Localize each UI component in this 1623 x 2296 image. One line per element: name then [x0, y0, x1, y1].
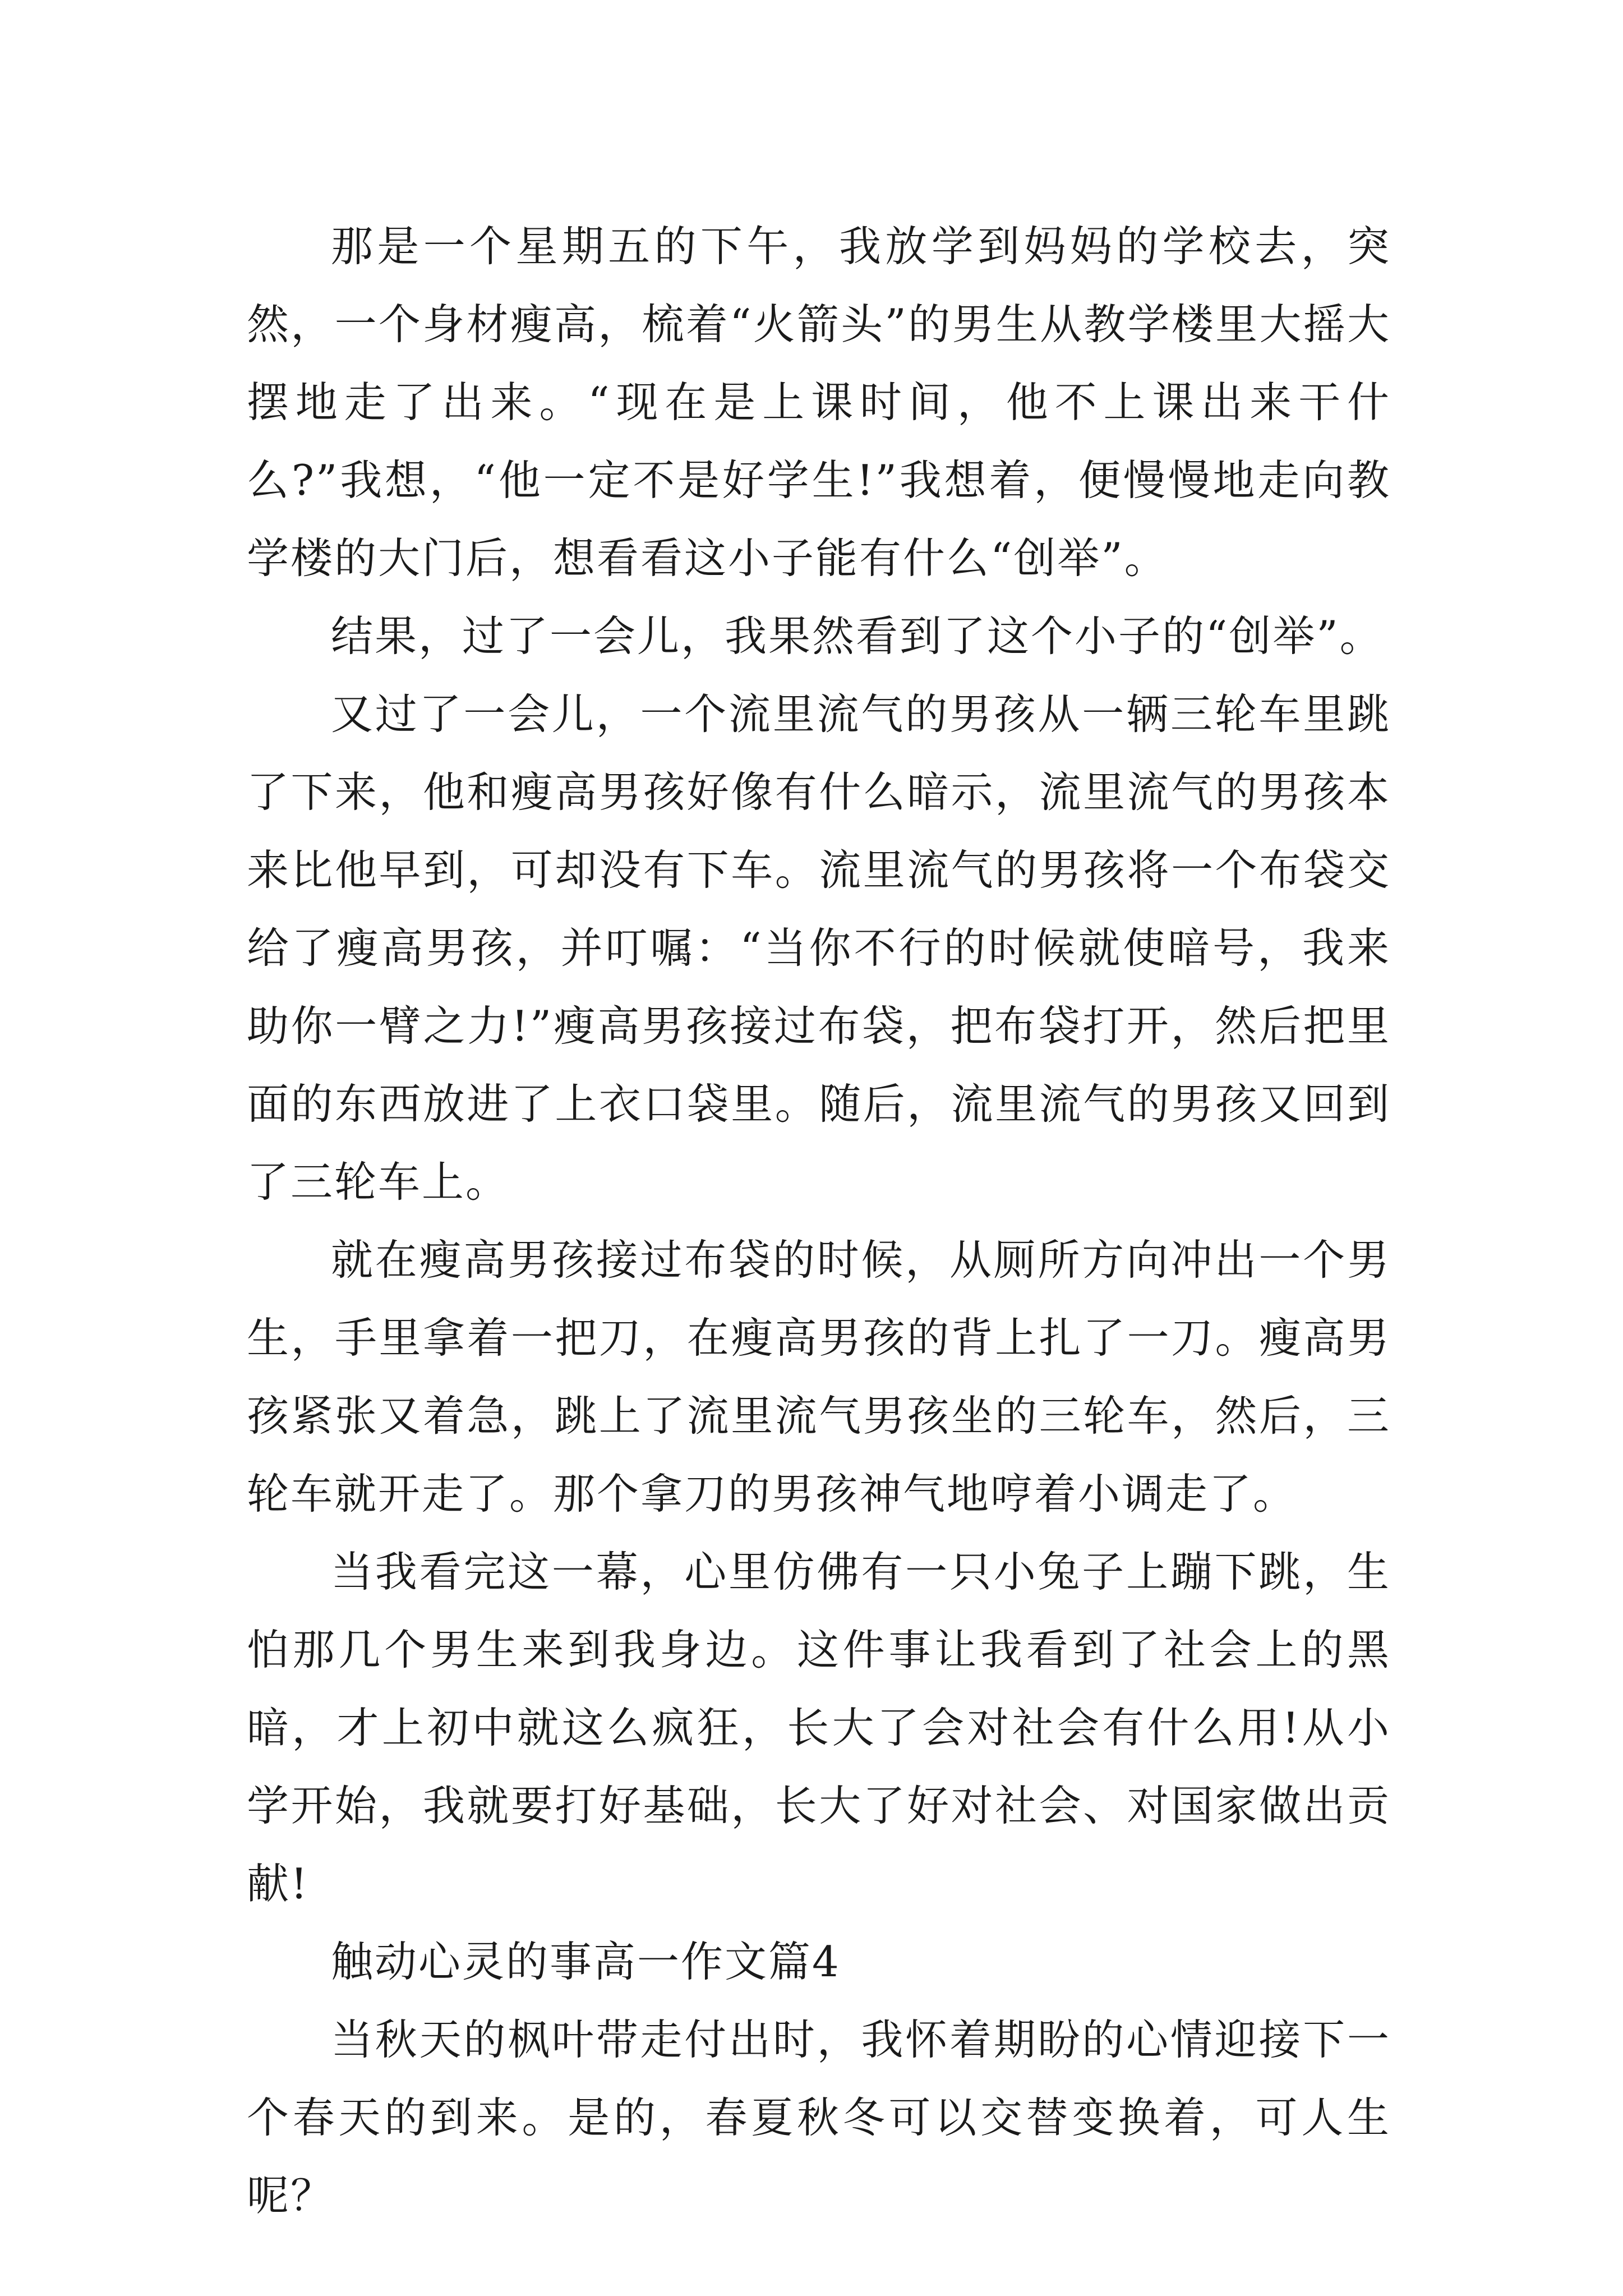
paragraph: 当我看完这一幕，心里仿佛有一只小兔子上蹦下跳，生怕那几个男生来到我身边。这件事让我看到了社会上的黑暗，才上初中就这么疯狂，长大了会对社会有什么用!从小学开始，我就要打好基础，长大了好对社会、对国家做出贡献! [247, 1547, 1391, 1908]
paragraph: 那是一个星期五的下午，我放学到妈妈的学校去，突然，一个身材瘦高，梳着“火箭头”的男生从教学楼里大摇大摆地走了出来。“现在是上课时间，他不上课出来干什么?”我想，“他一定不是好学生!”我想着，便慢慢地走向教学楼的大门后，想看看这小子能有什么“创举”。 [247, 222, 1391, 583]
paragraph: 结果，过了一会儿，我果然看到了这个小子的“创举”。 [331, 611, 1384, 661]
document-body [247, 208, 1391, 2235]
section-heading: 触动心灵的事高一作文篇4 [331, 1937, 841, 1986]
paragraph: 当秋天的枫叶带走付出时，我怀着期盼的心情迎接下一个春天的到来。是的，春夏秋冬可以交替变换着，可人生呢？ [247, 2015, 1391, 2220]
paragraph: 又过了一会儿，一个流里流气的男孩从一辆三轮车里跳了下来，他和瘦高男孩好像有什么暗示，流里流气的男孩本来比他早到，可却没有下车。流里流气的男孩将一个布袋交给了瘦高男孩，并叮嘱：“当你不行的时候就使暗号，我来助你一臂之力!”瘦高男孩接过布袋，把布袋打开，然后把里面的东西放进了上衣口袋里。随后，流里流气的男孩又回到了三轮车上。 [247, 689, 1391, 1207]
paragraph: 就在瘦高男孩接过布袋的时候，从厕所方向冲出一个男生，手里拿着一把刀，在瘦高男孩的背上扎了一刀。瘦高男孩紧张又着急，跳上了流里流气男孩坐的三轮车，然后，三轮车就开走了。那个拿刀的男孩神气地哼着小调走了。 [247, 1235, 1391, 1519]
